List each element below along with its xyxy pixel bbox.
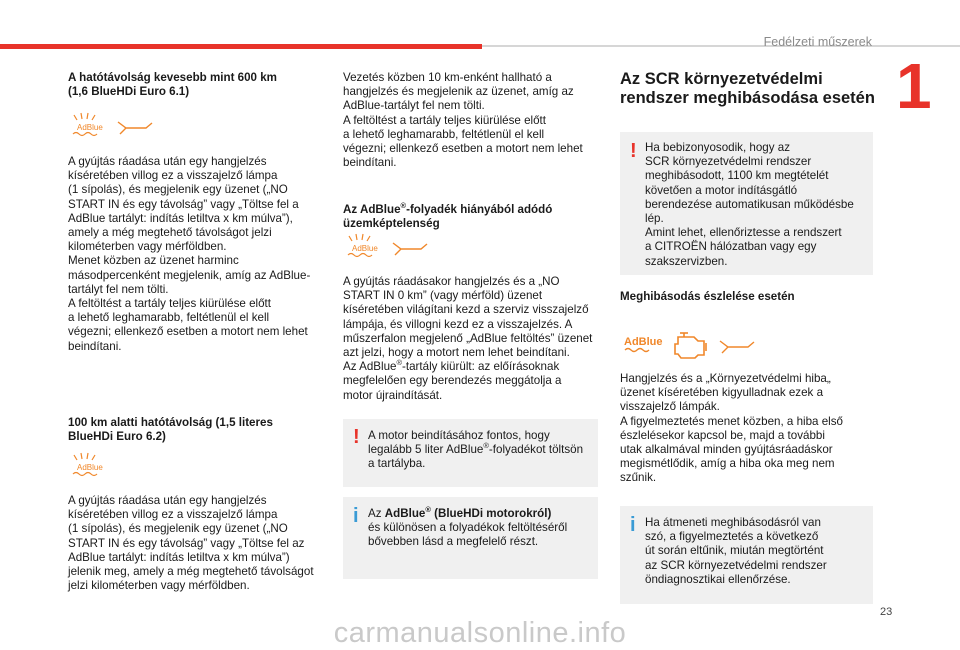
engine-icon [675, 333, 706, 358]
section-title: Fedélzeti műszerek [763, 35, 872, 49]
info-box-temporary [620, 506, 873, 604]
adblue-label: AdBlue [624, 336, 663, 348]
heading-adblue-empty: Az AdBlue®-folyadék hiányából adódó üzemképtelenség [343, 201, 553, 231]
fault-warning-icons [620, 325, 770, 361]
warning-box-scr [620, 132, 873, 275]
chapter-number: 1 [896, 50, 932, 122]
exclamation-icon: ! [353, 426, 360, 448]
heading-range-600: A hatótávolság kevesebb mint 600 km (1,6 BlueHDi Euro 6.1) [68, 71, 277, 99]
info-icon: i [353, 505, 359, 527]
header-rule [482, 45, 960, 47]
warning-scr-text: Ha bebizonyosodik, hogy az SCR környezetvédelmi rendszer meghibásodott, 1100 km megtételét követően a motor indításgátló berendezése automatikusan működésbe lép. Amint lehet, ellenőriztesse a rendszert a CITROËN hálózatban vagy egy szakszervizben. [645, 141, 854, 268]
section-heading-scr: Az SCR környezetvédelmi rendszer meghibásodása esetén [620, 70, 875, 107]
info-icon: i [630, 514, 636, 536]
wrench-icon [720, 341, 754, 353]
paragraph-fault-detection: Hangjelzés és a „Környezetvédelmi hiba„ üzenet kíséretében kigyulladnak ezek a visszajelző lámpák. A figyelmeztetés menet közben, a hiba első észlelésekor kapcsol be, majd a további utak alkalmával minden gyújtásráadáskor megismétlődik, amíg a hiba oka meg nem szűnik. [620, 372, 843, 485]
adblue-label: AdBlue [352, 244, 378, 253]
adblue-warning-icon [68, 112, 158, 142]
watermark: carmanualsonline.info [333, 617, 627, 649]
paragraph-range-600: A gyújtás ráadása után egy hangjelzés kíséretében villog ez a visszajelző lámpa (1 sípolás), és megjelenik egy üzenet („NO START IN és egy távolság” vagy „Töltse fel a AdBlue tartályt: indítás letiltva x km múlva”), amely a még megtehető távolságot jelzi kilométerben vagy mérföldben. Menet közben az üzenet harminc másodpercenként megjelenik, amíg az AdBlue- tartályt fel nem tölti. A feltöltést a tartály teljes kiürülése előtt a lehető leghamarabb, feltétlenül el kell végezni; ellenkező esetben a motort nem lehet beindítani. [68, 155, 311, 353]
paragraph-driving: Vezetés közben 10 km-enként hallható a hangjelzés és megjelenik az üzenet, amíg az AdBlue-tartályt fel nem tölti. A feltöltést a tartály teljes kiürülése előtt a lehető leghamarabb, feltétlenül el kell végezni; ellenkező esetben a motort nem lehet beindítani. [343, 71, 583, 170]
paragraph-adblue-empty: A gyújtás ráadásakor hangjelzés és a „NO START IN 0 km” (vagy mérföld) üzenet kíséretében világítani kezd a szerviz visszajelző lámpája, és villogni kezd ez a visszajelzés. A műszerfalon megjelenő „AdBlue feltöltés” üzenet azt jelzi, hogy a motort nem lehet beindítani. Az AdBlue®-tartály kiürült: az előírásoknak megfelelően egy berendezés meggátolja a motor újraindítását. [343, 275, 593, 402]
info-temporary-text: Ha átmeneti meghibásodásról van szó, a figyelmeztetés a következő út során eltűnik, miután megtörtént az SCR környezetvédelmi rendszer öndiagnosztikai ellenőrzése. [645, 516, 827, 586]
adblue-warning-icon-2 [68, 452, 128, 482]
adblue-label: AdBlue [77, 463, 103, 472]
heading-range-100: 100 km alatti hatótávolság (1,5 literes BlueHDi Euro 6.2) [68, 416, 273, 444]
info-adblue-text: Az AdBlue® (BlueHDi motorokról) és különösen a folyadékok feltöltéséről bővebben lásd a megfelelő részt. [368, 505, 568, 549]
subheading-fault-detection: Meghibásodás észlelése esetén [620, 290, 795, 303]
header-red-bar [0, 44, 482, 49]
warning-refill-text: A motor beindításához fontos, hogy legalább 5 liter AdBlue®-folyadékot töltsön a tartályba. [368, 429, 584, 471]
warning-box-refill [343, 419, 598, 487]
exclamation-icon: ! [630, 140, 637, 162]
adblue-warning-icon-3 [343, 233, 443, 263]
adblue-label: AdBlue [77, 123, 103, 132]
paragraph-range-100: A gyújtás ráadása után egy hangjelzés kíséretében villog ez a visszajelző lámpa (1 sípolás), és megjelenik egy üzenet („NO START IN és egy távolság” vagy „Töltse fel az AdBlue tartályt: indítás letiltva x km múlva”) jelenik meg, amely a még megtehető távolságot jelzi kilométerben vagy mérföldben. [68, 494, 314, 593]
page-number: 23 [880, 606, 893, 618]
info-box-adblue [343, 497, 598, 579]
